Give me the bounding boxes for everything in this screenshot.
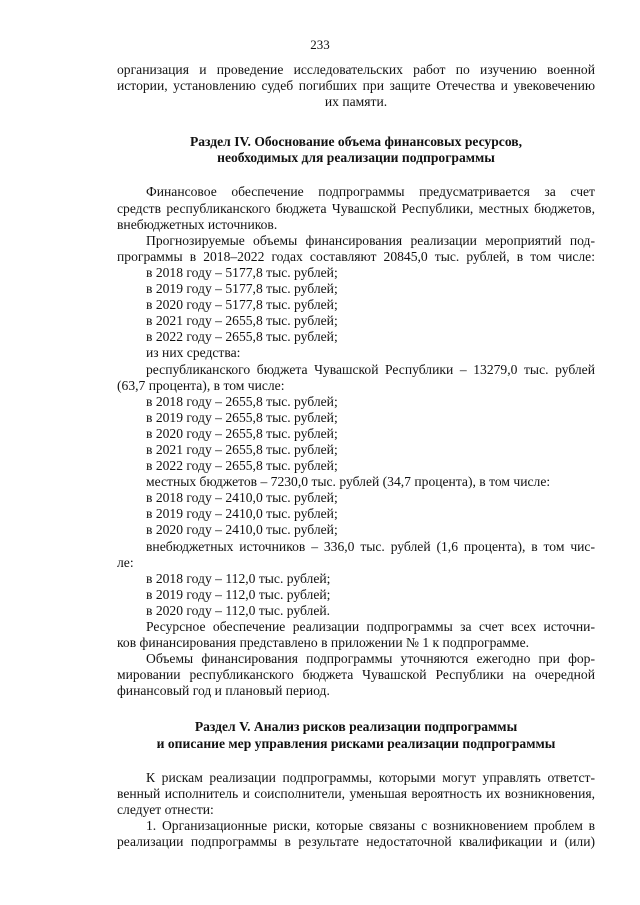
organizational-risks-paragraph — [117, 818, 595, 850]
total-years-list — [117, 265, 595, 345]
text-line: их памяти. — [324, 94, 388, 110]
text-line: истории, установлению судеб погибших при защите Отечества и увековечению — [117, 78, 595, 94]
text-line: реализации подпрограммы в результате недостаточной квалификации и (или) — [117, 834, 595, 850]
list-item: в 2020 году – 2410,0 тыс. рублей; — [146, 522, 338, 538]
text-line: из них средства: — [146, 345, 241, 361]
list-item: в 2019 году – 2655,8 тыс. рублей; — [146, 409, 338, 425]
heading-line: необходимых для реализации подпрограммы — [217, 150, 495, 166]
list-item: в 2019 году – 2410,0 тыс. рублей; — [146, 506, 338, 522]
list-item: в 2022 году – 2655,8 тыс. рублей; — [146, 329, 338, 345]
text-line: Объемы финансирования подпрограммы уточняются ежегодно при фор- — [146, 651, 595, 667]
text-line: Ресурсное обеспечение реализации подпрограммы за счет всех источни- — [146, 619, 595, 634]
list-item: в 2019 году – 5177,8 тыс. рублей; — [146, 281, 338, 297]
text-line: внебюджетных источников. — [117, 216, 278, 232]
funding-paragraph — [117, 184, 595, 232]
republican-years-list — [117, 394, 595, 474]
risks-paragraph — [117, 770, 595, 818]
extra-budget-paragraph — [117, 539, 595, 571]
section-4-heading — [117, 134, 595, 166]
intro-paragraph — [117, 62, 595, 110]
list-item: в 2020 году – 5177,8 тыс. рублей; — [146, 297, 338, 313]
text-line: мировании республиканского бюджета Чувашской Республики на очередной — [117, 667, 595, 683]
text-line: местных бюджетов – 7230,0 тыс. рублей (34,7 процента), в том числе: — [146, 474, 551, 490]
page-content — [117, 62, 595, 850]
text-line: Финансовое обеспечение подпрограммы предусматривается за счет — [146, 184, 595, 200]
text-line: К рискам реализации подпрограммы, которыми могут управлять ответст- — [146, 769, 595, 785]
list-item: в 2018 году – 2410,0 тыс. рублей; — [146, 490, 338, 506]
list-item: в 2018 году – 112,0 тыс. рублей; — [146, 570, 331, 586]
text-line: средств республиканского бюджета Чувашской Республики, местных бюджетов, — [117, 200, 595, 216]
section-5-heading — [117, 719, 595, 751]
list-item: в 2018 году – 2655,8 тыс. рублей; — [146, 393, 338, 409]
text-line: программы в 2018–2022 годах составляют 20845,0 тыс. рублей, в том числе: — [117, 248, 595, 264]
heading-line: Раздел V. Анализ рисков реализации подпрограммы — [194, 719, 518, 735]
resource-paragraph — [117, 619, 595, 651]
text-line: венный исполнитель и соисполнители, уменьшая вероятность их возникновения, — [117, 785, 595, 801]
forecast-paragraph — [117, 233, 595, 265]
text-line: финансовый год и плановый период. — [117, 683, 330, 699]
text-line: следует отнести: — [117, 801, 214, 817]
extra-years-list — [117, 571, 595, 619]
text-line: ле: — [117, 554, 134, 570]
heading-line: и описание мер управления рисками реализации подпрограммы — [156, 735, 556, 751]
list-item: в 2021 году – 2655,8 тыс. рублей; — [146, 313, 338, 329]
text-line: 1. Организационные риски, которые связаны с возникновением проблем в — [146, 817, 595, 833]
text-line: республиканского бюджета Чувашской Республики – 13279,0 тыс. рублей — [146, 361, 595, 377]
list-item: в 2019 году – 112,0 тыс. рублей; — [146, 586, 331, 602]
local-years-list — [117, 490, 595, 538]
list-item: в 2021 году – 2655,8 тыс. рублей; — [146, 441, 338, 457]
list-item: в 2020 году – 112,0 тыс. рублей. — [146, 602, 331, 618]
text-line: ков финансирования представлено в приложении № 1 к подпрограмме. — [117, 635, 530, 651]
page-number: 233 — [310, 37, 330, 52]
list-item: в 2022 году – 2655,8 тыс. рублей; — [146, 458, 338, 474]
text-line: внебюджетных источников – 336,0 тыс. рублей (1,6 процента), в том чис- — [146, 538, 595, 554]
list-item: в 2018 году – 5177,8 тыс. рублей; — [146, 264, 338, 280]
text-line: Прогнозируемые объемы финансирования реализации мероприятий под- — [146, 232, 595, 248]
volumes-paragraph — [117, 651, 595, 699]
list-item: в 2020 году – 2655,8 тыс. рублей; — [146, 425, 338, 441]
heading-line: Раздел IV. Обоснование объема финансовых ресурсов, — [189, 134, 523, 150]
text-line: (63,7 процента), в том числе: — [117, 377, 285, 393]
republican-budget-paragraph — [117, 362, 595, 394]
text-line: организация и проведение исследовательских работ по изучению военной — [117, 62, 595, 77]
